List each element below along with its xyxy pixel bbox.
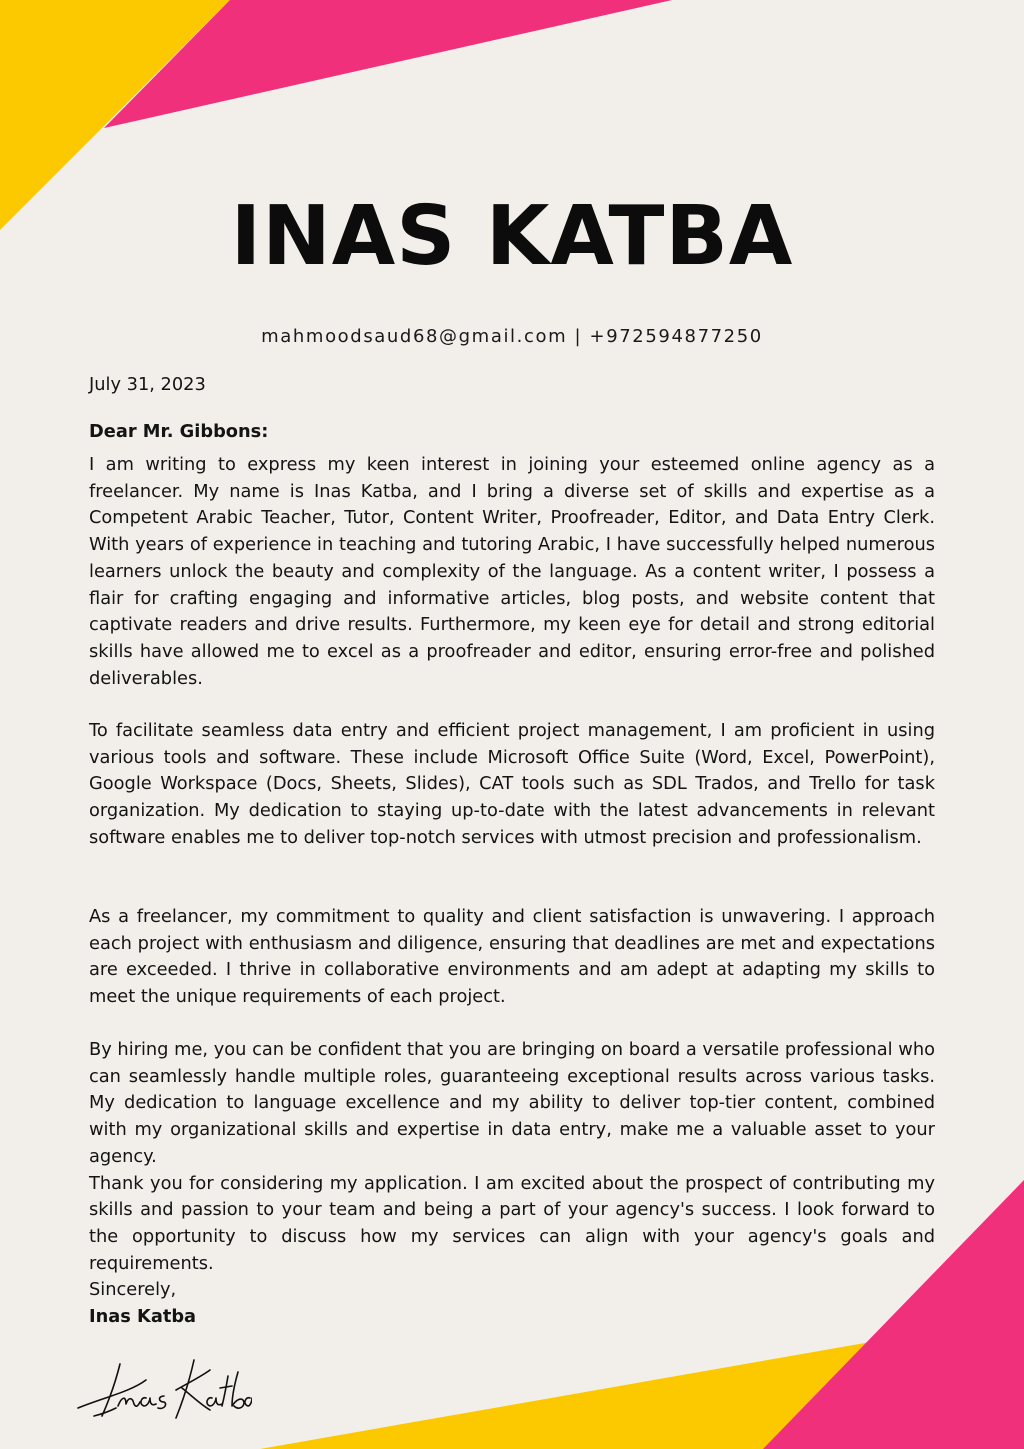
paragraph-introduction: I am writing to express my keen interest in joining your esteemed online agency as a freelancer. My name is Inas Katba, and I bring a diverse set of skills and expertise as a Competent Arabic Teacher, Tutor, Content Writer, Proofreader, Editor, and Data Entry Clerk. With years of experience in teaching and tutoring Arabic, I have successfully helped numerous learners unlock the beauty and complexity of the language. As a content writer, I possess a flair for crafting engaging and informative articles, blog posts, and website content that captivate readers and drive results. Furthermore, my keen eye for detail and strong editorial skills have allowed me to excel as a proofreader and editor, ensuring error-free and polished deliverables.	[89, 454, 935, 689]
paragraph-thanks: Thank you for considering my application. I am excited about the prospect of contributing my skills and passion to your team and being a part of your agency's success. I look forward to the opportunity to discuss how my services can align with your agency's goals and requirements.	[89, 1172, 935, 1274]
paragraph-group-final	[89, 1037, 935, 1277]
paragraph-commitment: As a freelancer, my commitment to quality and client satisfaction is unwavering. I approach each project with enthusiasm and diligence, ensuring that deadlines are met and expectations are exceeded. I thrive in collaborative environments and am adept at adapting my skills to meet the unique requirements of each project.	[89, 906, 935, 1008]
applicant-name: INAS KATBA	[230, 189, 794, 284]
handwritten-signature	[72, 1346, 252, 1436]
closing-line: Sincerely,	[89, 1279, 177, 1300]
signer-name: Inas Katba	[89, 1305, 197, 1327]
salutation: Dear Mr. Gibbons:	[89, 421, 269, 442]
paragraph-hiring: By hiring me, you can be confident that you are bringing on board a versatile professional who can seamlessly handle multiple roles, guaranteeing exceptional results across various tasks. My dedication to language excellence and my ability to deliver top-tier content, combined with my organizational skills and expertise in data entry, make me a valuable asset to your agency.	[89, 1039, 935, 1167]
contact-line: mahmoodsaud68@gmail.com | +972594877250	[261, 326, 763, 347]
closing-block	[89, 1277, 935, 1330]
letter-date: July 31, 2023	[89, 374, 206, 395]
paragraph-tools: To facilitate seamless data entry and efficient project management, I am proficient in using various tools and software. These include Microsoft Office Suite (Word, Excel, PowerPoint), Google Workspace (Docs, Sheets, Slides), CAT tools such as SDL Trados, and Trello for task organization. My dedication to staying up-to-date with the latest advancements in relevant software enables me to deliver top-notch services with utmost precision and professionalism.	[89, 720, 935, 848]
